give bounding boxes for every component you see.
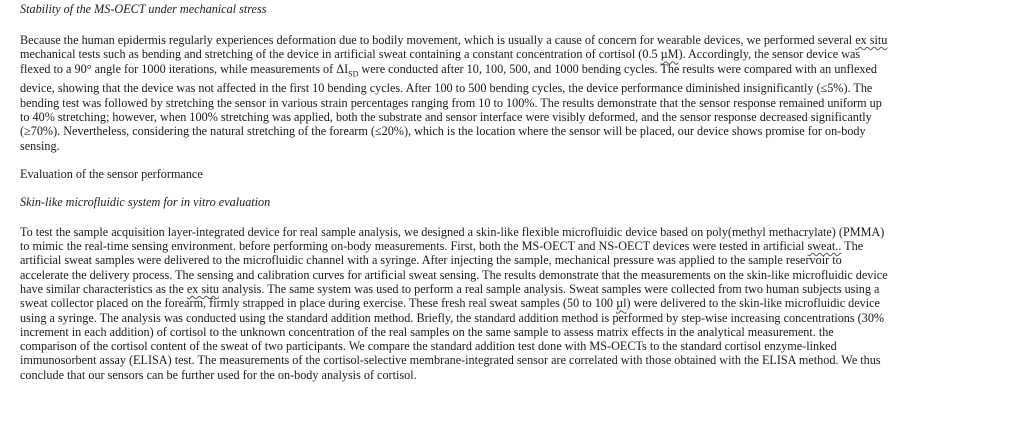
spellcheck-underline: ex situ <box>186 282 220 296</box>
text-line: conclude that our sensors can be further used for the on-body analysis of cortisol. <box>20 367 417 382</box>
spellcheck-underline: sweat.. <box>807 239 842 254</box>
paragraph-microfluidic <box>20 225 1014 382</box>
text-line: increment in each addition) of cortisol to the unknown concentration of the real samples on the same sample to assess matrix effects in the analytical measurement. the <box>20 324 834 339</box>
section-heading-microfluidic: Skin-like microfluidic system for in vitro evaluation <box>20 194 271 209</box>
section-heading-evaluation: Evaluation of the sensor performance <box>20 166 203 181</box>
text-line: sensing. <box>20 138 60 153</box>
spellcheck-underline: ex situ <box>855 33 888 47</box>
text-line: device, showing that the device was not affected in the first 10 bending cycles. After 100 to 500 bending cycles, the device performance diminished insignificantly (≤5%). The <box>20 81 873 96</box>
text-line: bending test was followed by stretching the sensor in various strain percentages ranging from 10 to 100%. The results demonstrate that the sensor response remained uniform up <box>20 95 882 110</box>
text-line: immunosorbent assay (ELISA) test. The measurements of the cortisol-selective membrane-integrated sensor are correlated with those obtained with the ELISA method. We thus <box>20 353 881 368</box>
text-line: accelerate the delivery process. The sensing and calibration curves for artificial sweat sensing. The results demonstrate that the measurements on the skin-like microfluidic device <box>20 267 888 282</box>
paragraph-stability <box>20 33 1014 153</box>
text-line: using a syringe. The analysis was conducted using the standard addition method. Briefly, the standard addition method is performed by step-wise increasing concentrations (30% <box>20 310 885 325</box>
section-heading-stability: Stability of the MS-OECT under mechanical stress <box>20 2 267 16</box>
text-line: Because the human epidermis regularly experiences deformation due to bodily movement, which is usually a cause of concern for wearable devices, we performed several ex situ <box>20 33 888 47</box>
text-line: have similar characteristics as the ex situ analysis. The same system was used to perform a real sample analysis. Sweat samples were collected from two human subjects using a <box>20 282 880 296</box>
spellcheck-underline: µM <box>660 47 679 62</box>
text-line: flexed to a 90° angle for 1000 iterations, while measurements of $\Delta I_{SD}$ were conducted after 10, 100, 500, and 1000 bending cycles. The results were compared with an unflexed <box>20 61 877 79</box>
subscript: SD <box>348 69 359 79</box>
text-line: to 40% stretching; however, when 100% stretching was applied, both the substrate and sensor interface were visibly deformed, and the sensor response decreased significantly <box>20 109 872 124</box>
text-line: (≥70%). Nevertheless, considering the natural stretching of the forearm (≤20%), which is the location where the sensor will be placed, our device shows promise for on-body <box>20 124 866 139</box>
text-line: artificial sweat samples were delivered to the microfluidic channel with a syringe. After injecting the sample, mechanical pressure was applied to the sample reservoir to <box>20 253 842 268</box>
text-line: to mimic the real-time sensing environment. before performing on-body measurements. First, both the MS-OECT and NS-OECT devices were tested in artificial sweat.. The <box>20 239 864 254</box>
text-line: To test the sample acquisition layer-integrated device for real sample analysis, we designed a skin-like flexible microfluidic device based on poly(methyl methacrylate) (PMMA) <box>20 224 885 239</box>
text-line: mechanical tests such as bending and stretching of the device in artificial sweat containing a constant concentration of cortisol (0.5 µM). Accordingly, the sensor device was <box>20 47 861 62</box>
text-line: comparison of the cortisol content of the sweat of two participants. We compare the standard addition test done with MS-OECTs to the standard cortisol enzyme-linked <box>20 339 837 354</box>
spellcheck-underline: µl <box>616 296 627 311</box>
document-page <box>20 2 1014 382</box>
text-line: sweat collector placed on the forearm, firmly strapped in place during exercise. These fresh real sweat samples (50 to 100 µl) were delivered to the skin-like microfluidic device <box>20 296 880 311</box>
